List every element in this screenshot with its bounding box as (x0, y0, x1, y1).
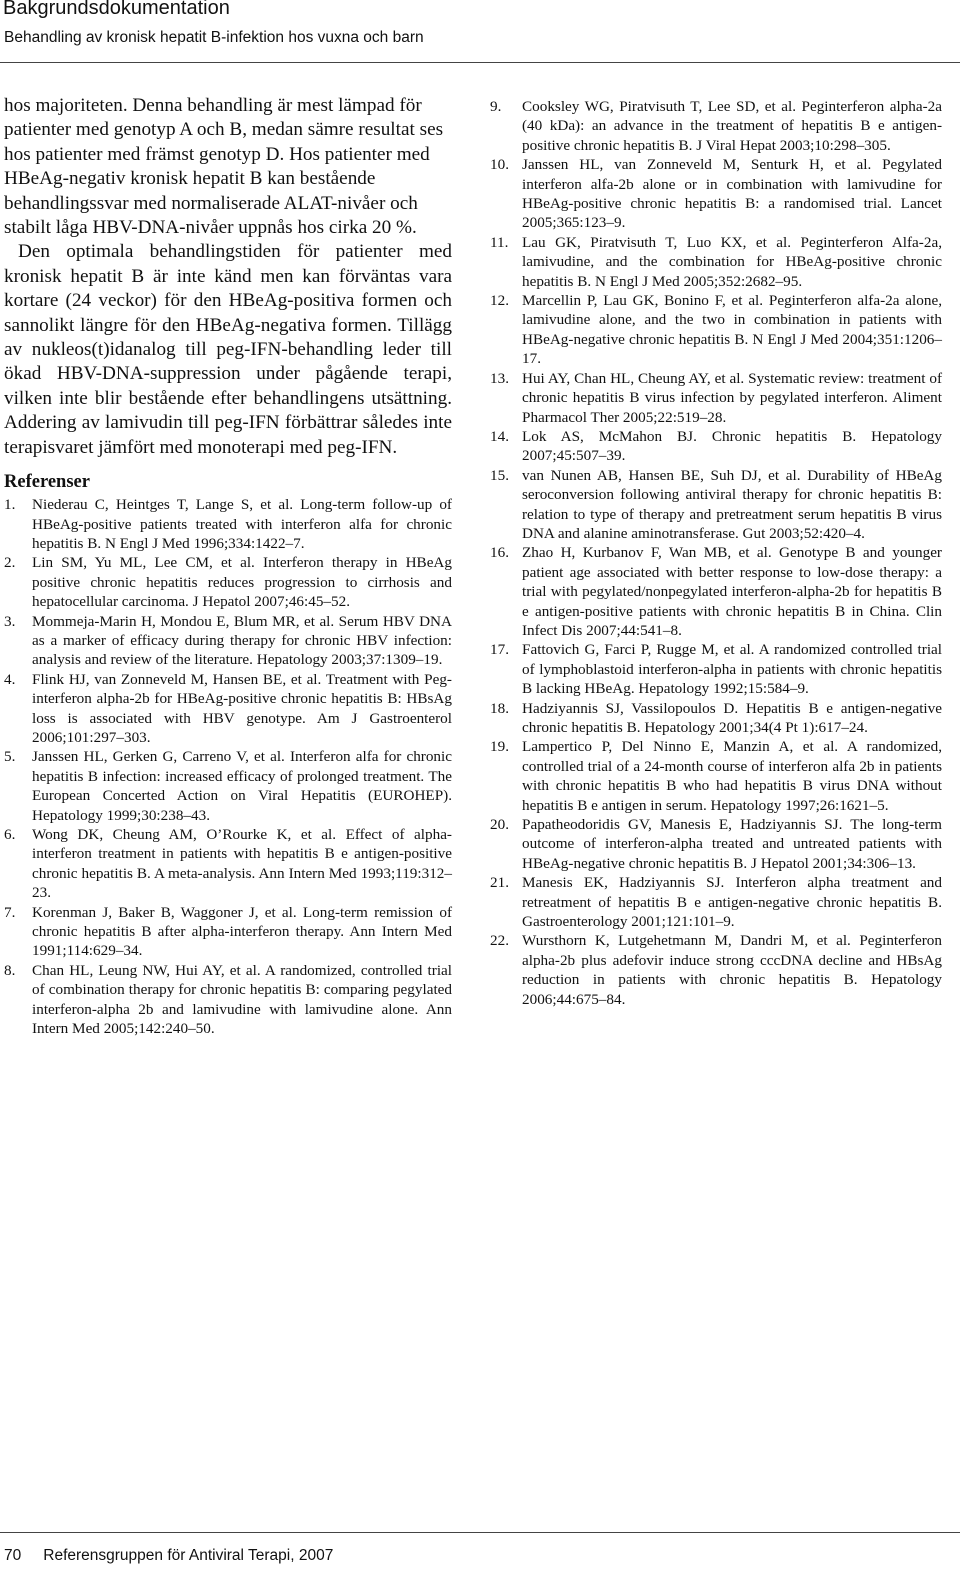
reference-number: 20. (490, 816, 509, 834)
reference-item (490, 291, 942, 369)
reference-list-left (4, 495, 452, 1038)
reference-item (490, 466, 942, 544)
reference-number: 2. (4, 554, 16, 572)
reference-number: 21. (490, 874, 509, 892)
reference-item (490, 699, 942, 738)
reference-item (4, 612, 452, 670)
reference-item (490, 640, 942, 698)
reference-text: Cooksley WG, Piratvisuth T, Lee SD, et al. Peginterferon alpha-2a (40 kDa): an advance in the treatment of hepatitis B e antigen-positive chronic hepatitis B. J Viral Hepat 2003;10:298–305. (522, 98, 942, 154)
reference-text: van Nunen AB, Hansen BE, Suh DJ, et al. Durability of HBeAg seroconversion following antiviral therapy for chronic hepatitis B: relation to type of therapy and pretreatment serum hepatitis B virus DNA and alanine aminotransferase. Gut 2003;52:420–4. (522, 466, 942, 542)
reference-number: 14. (490, 427, 509, 445)
reference-number: 17. (490, 641, 509, 659)
reference-number: 22. (490, 932, 509, 950)
document-subtitle: Behandling av kronisk hepatit B-infektion hos vuxna och barn (4, 29, 424, 46)
reference-number: 1. (4, 496, 16, 514)
reference-text: Zhao H, Kurbanov F, Wan MB, et al. Genotype B and younger patient age associated with better response to low-dose therapy: a trial with pegylated/nonpegylated interferon-alpha-2b for hepatitis B e antigen-positive patients with chronic hepatitis B in China. Clin Infect Dis 2007;44:541–8. (522, 544, 942, 639)
reference-number: 18. (490, 699, 509, 717)
reference-number: 11. (490, 233, 509, 251)
reference-number: 6. (4, 826, 16, 843)
reference-number: 15. (490, 466, 509, 484)
reference-text: Manesis EK, Hadziyannis SJ. Interferon alpha treatment and retreatment of hepatitis B e antigen-negative chronic hepatitis B. Gastroenterology 2001;121:101–9. (522, 874, 942, 931)
reference-text: Flink HJ, van Zonneveld M, Hansen BE, et al. Treatment with Peg-interferon alpha-2b for HBeAg-positive chronic hepatitis B: HBsAg loss is associated with HBV genotype. Am J Gastroenterol 2006;101:297–303. (32, 670, 452, 746)
references-heading: Referenser (4, 472, 90, 493)
reference-number: 3. (4, 612, 16, 630)
reference-text: Marcellin P, Lau GK, Bonino F, et al. Peginterferon alfa-2a alone, lamivudine alone, and the two in combination in patients with HBeAg-negative chronic hepatitis B. N Engl J Med 2004;351:1206–17. (522, 292, 942, 368)
reference-text: Mommeja-Marin H, Mondou E, Blum MR, et al. Serum HBV DNA as a marker of efficacy during therapy for chronic HBV infection: analysis and review of the literature. Hepatology 2003;37:1309–19. (32, 612, 452, 669)
header-divider (0, 62, 960, 63)
reference-text: Wursthorn K, Lutgehetmann M, Dandri M, et al. Peginterferon alpha-2b plus adefovir induce strong cccDNA decline and HBsAg reduction in patients with chronic hepatitis B. Hepatology 2006;44:675–84. (522, 932, 942, 1008)
reference-number: 8. (4, 961, 16, 979)
reference-item (490, 873, 942, 931)
right-column (490, 97, 942, 1009)
body-paragraph-2: Den optimala behandlingstiden för patienter med kronisk hepatit B är inte känd men kan förväntas vara kortare (24 veckor) för den HBeAg-positiva formen och sannolikt längre för den HBeAg-negativa formen. Tillägg av nukleos(t)idanalog till peg-IFN-behandling leder till ökad HBV-DNA-suppression under pågående terapi, vilken inte blir bestående efter behandlingens utsättning. Addering av lamivudin till peg-IFN förbättrar således inte terapisvaret jämfört med monoterapi med peg-IFN. (4, 241, 452, 458)
reference-item (4, 553, 452, 611)
footer-text (4, 1546, 333, 1565)
reference-list-right (490, 97, 942, 1009)
reference-text: Janssen HL, van Zonneveld M, Senturk H, et al. Pegylated interferon alfa-2b alone or in combination with lamivudine for HBeAg-positive chronic hepatitis B: a randomised trial. Lancet 2005;365:123–9. (522, 156, 942, 232)
body-paragraph-1: hos majoriteten. Denna behandling är mest lämpad för patienter med genotyp A och B, medan sämre resultat ses hos patienter med främst genotyp D. Hos patienter med HBeAg-negativ kronisk hepatit B kan bestående behandlingssvar med normaliserade ALAT-nivåer och stabilt låga HBV-DNA-nivåer uppnås hos cirka 20 %. (4, 95, 444, 239)
reference-item (490, 155, 942, 233)
reference-number: 16. (490, 544, 509, 562)
reference-item (4, 747, 452, 825)
document-title: Bakgrundsdokumentation (3, 0, 230, 19)
reference-text: Lampertico P, Del Ninno E, Manzin A, et al. A randomized, controlled trial of a 24-month course of interferon alfa 2b in patients with chronic hepatitis B who had hepatitis B virus DNA without hepatitis B e antigen in serum. Hepatology 1997;26:1621–5. (522, 738, 942, 814)
reference-text: Wong DK, Cheung AM, O’Rourke K, et al. Effect of alpha-interferon treatment in patients with hepatitis B e antigen-positive chronic hepatitis B. A meta-analysis. Ann Intern Med 1993;119:312–23. (32, 826, 452, 902)
reference-number: 9. (490, 98, 502, 115)
reference-text: Hui AY, Chan HL, Cheung AY, et al. Systematic review: treatment of chronic hepatitis B virus infection by pegylated interferon. Aliment Pharmacol Ther 2005;22:519–28. (522, 369, 942, 426)
footer-publisher: Referensgruppen för Antiviral Terapi, 2007 (43, 1547, 334, 1564)
reference-item (490, 815, 942, 873)
reference-item (490, 931, 942, 1009)
footer-divider (0, 1532, 960, 1533)
reference-number: 7. (4, 903, 16, 921)
reference-number: 4. (4, 670, 16, 688)
reference-item (4, 670, 452, 748)
page-number: 70 (4, 1547, 22, 1564)
reference-text: Lok AS, McMahon BJ. Chronic hepatitis B. Hepatology 2007;45:507–39. (522, 427, 942, 465)
reference-number: 13. (490, 369, 509, 387)
reference-text: Papatheodoridis GV, Manesis E, Hadziyannis SJ. The long-term outcome of interferon-alpha treated and untreated patients with HBeAg-negative chronic hepatitis B. J Hepatol 2001;34:306–13. (522, 816, 942, 872)
reference-text: Lin SM, Yu ML, Lee CM, et al. Interferon therapy in HBeAg positive chronic hepatitis reduces progression to cirrhosis and hepatocellular carcinoma. J Hepatol 2007;46:45–52. (32, 554, 452, 611)
reference-item (490, 427, 942, 466)
reference-number: 12. (490, 292, 509, 310)
reference-text: Korenman J, Baker B, Waggoner J, et al. Long-term remission of chronic hepatitis B after alpha-interferon therapy. Ann Intern Med 1991;114:629–34. (32, 903, 452, 960)
reference-number: 5. (4, 748, 16, 766)
reference-number: 10. (490, 156, 509, 174)
reference-item (490, 543, 942, 640)
reference-item (490, 737, 942, 815)
reference-text: Janssen HL, Gerken G, Carreno V, et al. Interferon alfa for chronic hepatitis B infection: increased efficacy of prolonged treatment. The European Concerted Action on Viral Hepatitis (EUROHEP). Hepatology 1999;30:238–43. (32, 748, 452, 824)
reference-item (4, 495, 452, 553)
reference-item (4, 961, 452, 1039)
left-column (4, 94, 452, 1038)
reference-text: Lau GK, Piratvisuth T, Luo KX, et al. Peginterferon Alfa-2a, lamivudine, and the combination for HBeAg-positive chronic hepatitis B. N Engl J Med 2005;352:2682–95. (522, 233, 942, 290)
reference-text: Niederau C, Heintges T, Lange S, et al. Long-term follow-up of HBeAg-positive patients treated with interferon alfa for chronic hepatitis B. N Engl J Med 1996;334:1422–7. (32, 496, 452, 552)
reference-text: Fattovich G, Farci P, Rugge M, et al. A randomized controlled trial of lymphoblastoid interferon-alpha in patients with chronic hepatitis B lacking HBeAg. Hepatology 1992;15:584–9. (522, 641, 942, 698)
reference-item (4, 903, 452, 961)
reference-item (490, 369, 942, 427)
reference-text: Chan HL, Leung NW, Hui AY, et al. A randomized, controlled trial of combination therapy for chronic hepatitis B: comparing pegylated interferon-alpha 2b and lamivudine with lamivudine alone. Ann Intern Med 2005;142:240–50. (32, 961, 452, 1038)
reference-item (4, 825, 452, 903)
reference-number: 19. (490, 738, 509, 756)
reference-text: Hadziyannis SJ, Vassilopoulos D. Hepatitis B e antigen-negative chronic hepatitis B. Hepatology 2001;34(4 Pt 1):617–24. (522, 699, 942, 736)
reference-item (490, 233, 942, 291)
reference-item (490, 97, 942, 155)
